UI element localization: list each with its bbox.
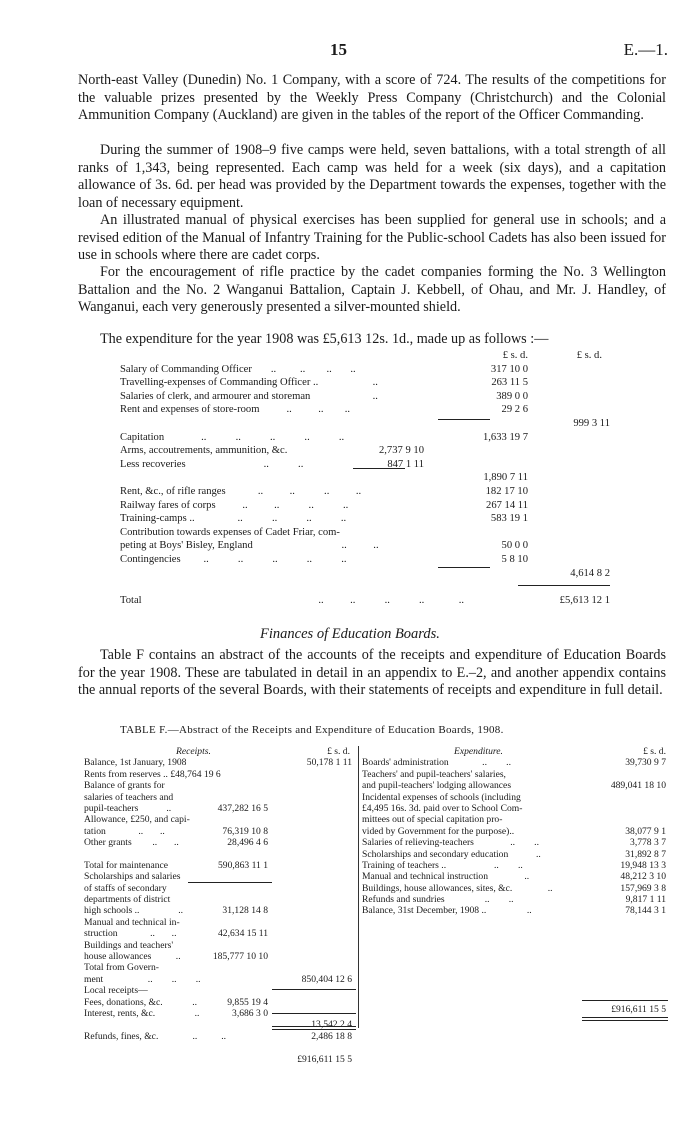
receipts-item-label: Interest, rents, &c. xyxy=(84,1007,156,1019)
expenditure-f-amount: 9,817 1 11 xyxy=(625,894,666,906)
column-header-lsd: £ s. d. xyxy=(502,350,528,361)
amount-item: 1,633 19 7 xyxy=(482,431,528,443)
receipts-item-label: Fees, donations, &c. xyxy=(84,996,163,1008)
receipts-amount: 185,777 10 10 xyxy=(212,951,268,963)
expenditure-f-row xyxy=(362,883,668,894)
receipts-item-label: salaries of teachers and xyxy=(84,791,174,803)
expenditure-item-label: Less recoveries xyxy=(120,458,186,470)
leader-dots: .. xyxy=(187,1007,200,1019)
amount-item: 263 11 5 xyxy=(491,377,528,389)
leader-dots: .. .. .. .. xyxy=(208,513,347,525)
page-number: 15 xyxy=(330,40,347,59)
expenditure-f-row xyxy=(362,814,668,825)
leader-dots: .. .. .. xyxy=(281,404,351,416)
expenditure-item-label: Rent and expenses of store-room xyxy=(120,404,260,416)
expenditure-row xyxy=(120,444,610,458)
leader-dots: .. .. .. .. .. xyxy=(172,431,345,443)
expenditure-f-item-label: Balance, 31st December, 1908 .. xyxy=(362,905,487,917)
paragraph-expenditure-intro: The expenditure for the year 1908 was £5,613 12s. 1d., made up as follows :— xyxy=(100,331,549,347)
expenditure-item-label: Travelling-expenses of Commanding Officer .. xyxy=(120,377,319,389)
receipts-item-label: house allowances xyxy=(84,951,152,963)
expenditure-f-row xyxy=(362,837,668,848)
expenditure-f-row xyxy=(362,871,668,882)
receipts-item-label: Balance, 1st January, 1908 xyxy=(84,757,187,769)
receipts-row xyxy=(84,894,354,905)
leader-dots: .. .. xyxy=(135,928,177,940)
expenditure-row xyxy=(120,539,610,553)
expenditure-item-label: Salaries of clerk, and armourer and storeman xyxy=(120,390,311,402)
expenditure-f-item-label: Training of teachers .. xyxy=(362,859,447,871)
leader-dots: .. xyxy=(531,848,541,860)
expenditure-f-item-label: Manual and technical instruction xyxy=(362,871,489,883)
expenditure-row xyxy=(120,417,610,431)
receipts-amount: 76,319 10 8 xyxy=(222,825,268,837)
expenditure-f-amount: 157,969 3 8 xyxy=(620,882,666,894)
expenditure-row xyxy=(120,431,610,445)
receipts-row xyxy=(84,1054,354,1065)
expenditure-header-row xyxy=(362,746,668,757)
receipts-amount: 9,855 19 4 xyxy=(227,996,268,1008)
expenditure-f-row xyxy=(362,860,668,871)
expenditure-item-label: peting at Boys' Bisley, England xyxy=(120,540,253,552)
receipts-amount-total: 13,542 2 4 xyxy=(311,1019,352,1031)
expenditure-f-amount: 39,730 9 7 xyxy=(625,757,666,769)
expenditure-row xyxy=(120,363,610,377)
amount-total: 4,614 8 2 xyxy=(570,567,610,579)
receipts-row xyxy=(84,757,354,768)
receipts-row xyxy=(84,928,354,939)
receipts-row xyxy=(84,917,354,928)
receipts-row xyxy=(84,883,354,894)
expenditure-row xyxy=(120,553,610,567)
paragraph-finances: Table F contains an abstract of the accounts of the receipts and expenditure of Education Boards for the year 1908. These are tabulated in detail in an appendix to E.–2, and another appendix contains the annual reports of the several Boards, with their statements of receipts and expenditure in full detail. xyxy=(78,647,666,699)
receipts-row xyxy=(84,769,354,780)
receipts-table xyxy=(84,746,354,1065)
expenditure-item-label: Salary of Commanding Officer xyxy=(120,363,252,375)
amount-subitem: 2,737 9 10 xyxy=(378,445,424,457)
receipts-amount: 31,128 14 8 xyxy=(222,905,268,917)
receipts-item-label: high schools .. xyxy=(84,905,140,917)
receipts-item-label: Buildings and teachers' xyxy=(84,939,174,951)
table-title: TABLE F.—Abstract of the Receipts and Expenditure of Education Boards, 1908. xyxy=(120,724,504,736)
rule xyxy=(438,419,490,420)
expenditure-row xyxy=(120,485,610,499)
leader-dots: .. xyxy=(545,882,553,894)
expenditure-row xyxy=(120,512,610,526)
expenditure-item-label: Rent, &c., of rifle ranges xyxy=(120,485,226,497)
receipts-amount: 42,634 15 11 xyxy=(217,928,268,940)
rule xyxy=(438,567,490,568)
expenditure-row xyxy=(120,471,610,485)
receipts-item-label: Total from Govern- xyxy=(84,962,159,974)
receipts-row xyxy=(84,951,354,962)
leader-dots: .. .. xyxy=(173,1030,227,1042)
receipts-row xyxy=(84,780,354,791)
receipts-row xyxy=(84,1031,354,1042)
amount-item: 50 0 0 xyxy=(501,540,528,552)
receipts-amount: 437,282 16 5 xyxy=(217,802,268,814)
expenditure-f-row xyxy=(362,849,668,860)
expenditure-row xyxy=(120,376,610,390)
expenditure-total xyxy=(362,1004,668,1015)
expenditure-f-amount: 489,041 18 10 xyxy=(610,780,666,792)
receipts-item-label: tation xyxy=(84,825,106,837)
leader-dots: .. xyxy=(507,905,532,917)
receipts-amount: 3,686 3 0 xyxy=(232,1007,268,1019)
expenditure-col-header: £ s. d. xyxy=(643,746,666,757)
receipts-row xyxy=(84,985,354,996)
leader-dots: .. .. xyxy=(474,859,523,871)
rule xyxy=(272,1029,356,1030)
leader-dots: .. .. xyxy=(503,837,539,849)
expenditure-f-item-label: Scholarships and secondary education xyxy=(362,848,509,860)
leader-dots: .. .. .. .. .. xyxy=(187,553,347,565)
rule xyxy=(582,1000,668,1001)
leader-dots: .. .. xyxy=(140,837,179,849)
column-header-lsd-total: £ s. d. xyxy=(576,350,602,361)
receipts-row xyxy=(84,792,354,803)
rule xyxy=(582,1020,668,1021)
receipts-row xyxy=(84,905,354,916)
receipts-item-label: Other grants xyxy=(84,837,132,849)
receipts-row xyxy=(84,803,354,814)
receipts-item-label: Scholarships and salaries xyxy=(84,871,181,883)
leader-dots: .. .. xyxy=(229,458,304,470)
receipts-row xyxy=(84,826,354,837)
expenditure-row xyxy=(120,499,610,513)
leader-dots: .. xyxy=(168,951,181,963)
expenditure-f-amount: 78,144 3 1 xyxy=(625,905,666,917)
section-heading: Finances of Education Boards. xyxy=(260,626,440,642)
expenditure-row xyxy=(120,580,610,594)
receipts-heading: Receipts. xyxy=(176,746,211,757)
expenditure-f-item-label: Teachers' and pupil-teachers' salaries, xyxy=(362,768,506,780)
receipts-row xyxy=(84,871,354,882)
expenditure-f-row xyxy=(362,769,668,780)
expenditure-f-item-label: Refunds and sundries xyxy=(362,894,445,906)
expenditure-item-label: Contribution towards expenses of Cadet Friar, com- xyxy=(120,526,340,538)
report-reference: E.—1. xyxy=(623,40,668,59)
amount-item: 29 2 6 xyxy=(501,404,528,416)
rule xyxy=(272,1026,356,1027)
amount-item: 1,890 7 11 xyxy=(483,472,528,484)
expenditure-heading: Expenditure. xyxy=(454,746,503,757)
leader-dots: .. .. .. .. xyxy=(265,363,356,375)
receipts-item-label: Local receipts— xyxy=(84,985,148,997)
amount-item: 317 10 0 xyxy=(490,363,528,375)
leader-dots: .. xyxy=(512,871,530,883)
expenditure-item-label: Contingencies xyxy=(120,553,181,565)
leader-dots: .. .. xyxy=(456,894,514,906)
receipts-item-label: of staffs of secondary xyxy=(84,882,167,894)
receipts-amount-total: 850,404 12 6 xyxy=(301,973,352,985)
leader-dots: .. xyxy=(159,802,172,814)
receipts-amount: 28,496 4 6 xyxy=(227,837,268,849)
expenditure-row xyxy=(120,567,610,581)
receipts-col-header: £ s. d. xyxy=(327,746,350,757)
leader-dots: .. .. .. .. .. xyxy=(276,594,465,606)
expenditure-statement xyxy=(120,349,610,607)
rule xyxy=(188,882,272,883)
amount-item: 182 17 10 xyxy=(485,485,528,497)
leader-dots: .. .. .. .. xyxy=(255,485,362,497)
paragraph-manual: An illustrated manual of physical exercises has been supplied for general use in schools; and a revised edition of the Manual of Infantry Training for the Public-school Cadets has also been issued for use in schools where there are cadet corps. xyxy=(78,212,666,264)
amount-total: £5,613 12 1 xyxy=(559,594,610,606)
expenditure-item-label: Railway fares of corps xyxy=(120,499,216,511)
paragraph-rifle-practice: For the encouragement of rifle practice by the cadet companies forming the No. 3 Wellington Battalion and the No. 2 Wanganui Battalion, Captain J. Kebbell, of Ohau, and Mr. J. Handley, of Wanganui, each very generously presented a silver-mounted shield. xyxy=(78,264,666,316)
amount-total: 999 3 11 xyxy=(573,417,610,429)
expenditure-item-label: Total xyxy=(120,594,142,606)
leader-dots: .. xyxy=(163,905,184,917)
receipts-amount-total: 50,178 1 11 xyxy=(306,757,352,769)
receipts-row xyxy=(84,974,354,985)
amount-item: 389 0 0 xyxy=(496,390,528,402)
expenditure-item-label: Training-camps .. xyxy=(120,513,195,525)
receipts-amount-total: 2,486 18 8 xyxy=(311,1030,352,1042)
receipts-item-label: Refunds, fines, &c. xyxy=(84,1030,159,1042)
expenditure-item-label: Capitation xyxy=(120,431,165,443)
receipts-item-label: struction xyxy=(84,928,118,940)
paragraph-camps: During the summer of 1908–9 five camps were held, seven battalions, with a total strength of all ranks of 1,343, being represented. Each camp was held for a week (six days), and a capitation allowance of 3s. 6d. per head was provided by the Department towards the expenses, together with the loan of necessary equipment. xyxy=(78,142,666,211)
amount-subitem: 847 1 11 xyxy=(387,458,424,470)
receipts-row xyxy=(84,1042,354,1053)
receipts-row xyxy=(84,814,354,825)
expenditure-total-value: £916,611 15 5 xyxy=(611,1004,666,1015)
expenditure-f-row xyxy=(362,826,668,837)
expenditure-row xyxy=(120,526,610,540)
column-divider xyxy=(358,746,359,1028)
expenditure-f-item-label: Boards' administration xyxy=(362,757,449,769)
receipts-amount-total: £916,611 15 5 xyxy=(297,1053,352,1065)
receipts-header-row xyxy=(84,746,354,757)
expenditure-f-row xyxy=(362,905,668,916)
expenditure-f-amount: 3,778 3 7 xyxy=(630,837,666,849)
receipts-row xyxy=(84,837,354,848)
receipts-row xyxy=(84,860,354,871)
expenditure-row xyxy=(120,594,610,608)
expenditure-f-item-label: Incidental expenses of schools (including xyxy=(362,791,521,803)
expenditure-f-item-label: Buildings, house allowances, sites, &c. xyxy=(362,882,513,894)
amount-item: 583 19 1 xyxy=(490,513,528,525)
leader-dots: .. xyxy=(348,390,378,402)
receipts-row xyxy=(84,940,354,951)
leader-dots: .. .. .. .. xyxy=(234,499,349,511)
receipts-row xyxy=(84,962,354,973)
receipts-item-label: pupil-teachers xyxy=(84,802,139,814)
expenditure-column-headers xyxy=(120,349,610,363)
receipts-item-label: Balance of grants for xyxy=(84,780,165,792)
expenditure-f-amount: 48,212 3 10 xyxy=(620,871,666,883)
expenditure-row xyxy=(120,390,610,404)
expenditure-f-amount: 38,077 9 1 xyxy=(625,825,666,837)
receipts-item-label: Allowance, £250, and capi- xyxy=(84,814,190,826)
expenditure-f-item-label: £4,495 16s. 3d. paid over to School Com- xyxy=(362,802,523,814)
receipts-row xyxy=(84,849,354,860)
paragraph-competitions: North-east Valley (Dunedin) No. 1 Company, with a score of 724. The results of the competitions for the valuable prizes presented by the Weekly Press Company (Christchurch) and the Colonial Ammunition Company (Auckland) are given in the tables of the report of the Officer Commanding. xyxy=(78,72,666,124)
leader-dots: .. xyxy=(187,996,197,1008)
receipts-item-label: departments of district xyxy=(84,894,171,906)
receipts-item-label: Rents from reserves .. £48,764 19 6 xyxy=(84,768,221,780)
expenditure-f-row xyxy=(362,803,668,814)
receipts-item-label: Manual and technical in- xyxy=(84,916,180,928)
expenditure-f-row xyxy=(362,894,668,905)
expenditure-item-label: Arms, accoutrements, ammunition, &c. xyxy=(120,445,288,457)
rule xyxy=(272,989,356,990)
rule xyxy=(518,585,610,586)
expenditure-f-amount: 19,948 13 3 xyxy=(620,859,666,871)
expenditure-f-row xyxy=(362,757,668,768)
expenditure-table xyxy=(362,746,668,917)
leader-dots: .. .. xyxy=(465,757,511,769)
rule xyxy=(272,1013,356,1014)
expenditure-row xyxy=(120,458,610,472)
expenditure-f-row xyxy=(362,792,668,803)
leader-dots: .. .. xyxy=(312,540,379,552)
receipts-item-label: ment xyxy=(84,973,104,985)
receipts-item-label: Total for maintenance xyxy=(84,859,169,871)
leader-dots: .. xyxy=(348,377,378,389)
expenditure-row xyxy=(120,403,610,417)
amount-item: 5 8 10 xyxy=(501,553,528,565)
amount-item: 267 14 11 xyxy=(486,499,528,511)
rule xyxy=(582,1017,668,1018)
leader-dots: .. .. .. xyxy=(131,973,201,985)
expenditure-f-amount: 31,892 8 7 xyxy=(625,848,666,860)
receipts-row xyxy=(84,997,354,1008)
leader-dots: .. .. xyxy=(121,825,165,837)
expenditure-f-row xyxy=(362,780,668,791)
expenditure-f-item-label: and pupil-teachers' lodging allowances xyxy=(362,780,512,792)
rule xyxy=(353,468,405,469)
expenditure-f-item-label: Salaries of relieving-teachers xyxy=(362,837,474,849)
expenditure-f-item-label: mittees out of special capitation pro- xyxy=(362,814,503,826)
receipts-amount: 590,863 11 1 xyxy=(217,859,268,871)
expenditure-f-item-label: vided by Government for the purpose).. xyxy=(362,825,515,837)
